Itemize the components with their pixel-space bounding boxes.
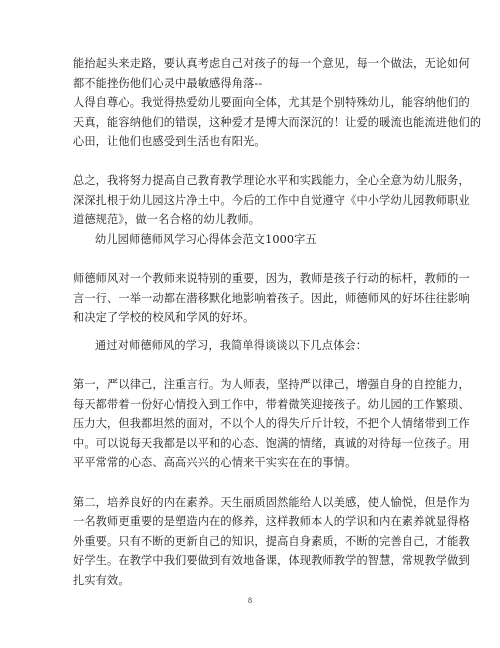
text-line: 深深扎根于幼儿园这片净土中。今后的工作中自觉遵守《中小学幼儿园教师职业 bbox=[73, 193, 470, 207]
text-line: 第一，严以律己，注重言行。为人师表，坚持严以律己，增强自身的自控能力， bbox=[73, 378, 470, 391]
text-line: 一名教师更重要的是塑造内在的修养，这样教师本人的学识和内在素养就显得格 bbox=[73, 515, 470, 528]
text-line: 能抬起头来走路，要认真考虑自己对孩子的每一个意见，每一个做法，无论如何 bbox=[73, 57, 470, 70]
text-line: 第二，培养良好的内在素养。天生丽质固然能给人以美感，使人愉悦，但是作为 bbox=[73, 495, 470, 509]
paragraph-8 bbox=[73, 493, 470, 591]
text-line: 平平常常的心态、高高兴兴的心情来干实实在在的事情。 bbox=[73, 456, 357, 469]
page-number: 8 bbox=[248, 596, 252, 605]
text-line: 外重要。只有不断的更新自己的知识，提高自身素质，不断的完善自己，才能教 bbox=[73, 534, 470, 548]
section-heading bbox=[73, 230, 433, 250]
text-line: 师德师风对一个教师来说特别的重要，因为，教师是孩子行动的标杆，教师的一 bbox=[73, 272, 470, 285]
paragraph-3 bbox=[73, 171, 470, 230]
text-line: 好学生。在教学中我们要做到有效地备课，体现教师教学的智慧，常规教学做到 bbox=[73, 554, 470, 567]
paragraph-7 bbox=[73, 375, 470, 473]
text-line: 言一行、一举一动都在潜移默化地影响着孩子。因此，师德师风的好坏往往影响 bbox=[73, 291, 470, 305]
heading-text: 幼儿园师德师风学习心得体会范文1000字五 bbox=[95, 232, 317, 246]
paragraph-5 bbox=[73, 269, 470, 328]
text-line: 压力大，但我都坦然的面对，不以个人的得失斤斤计较，不把个人情绪带到工作 bbox=[73, 417, 470, 430]
text-line: 心田，让他们也感受到生活也有阳光。 bbox=[73, 135, 266, 148]
text-line: 都不能挫伤他们心灵中最敏感得角落-- bbox=[73, 76, 263, 90]
paragraph-6 bbox=[73, 336, 433, 356]
text-line: 人得自尊心。我觉得热爱幼儿要面向全体，尤其是个别特殊幼儿，能容纳他们的 bbox=[73, 96, 470, 109]
text-line: 和决定了学校的校风和学风的好坏。 bbox=[73, 311, 255, 324]
paragraph-2 bbox=[73, 93, 482, 152]
text-line: 天真，能容纳他们的错误，这种爱才是博大而深沉的！让爱的暖流也能流进他们的 bbox=[73, 115, 482, 129]
document-body bbox=[73, 54, 482, 590]
text-line: 通过对师德师风的学习，我简单得谈谈以下几点体会： bbox=[95, 338, 368, 352]
paragraph-1 bbox=[73, 54, 470, 93]
text-line: 道德规范》，做一名合格的幼儿教师。 bbox=[73, 213, 261, 226]
text-line: 总之，我将努力提高自己教育教学理论水平和实践能力，全心全意为幼儿服务， bbox=[73, 174, 470, 187]
text-line: 扎实有效。 bbox=[73, 573, 130, 587]
text-line: 中。可以说每天我都是以平和的心态、饱满的情绪，真诚的对待每一位孩子。用 bbox=[73, 436, 470, 450]
text-line: 每天都带着一份好心情投入到工作中，带着微笑迎接孩子。幼儿园的工作繁琐、 bbox=[73, 397, 470, 411]
